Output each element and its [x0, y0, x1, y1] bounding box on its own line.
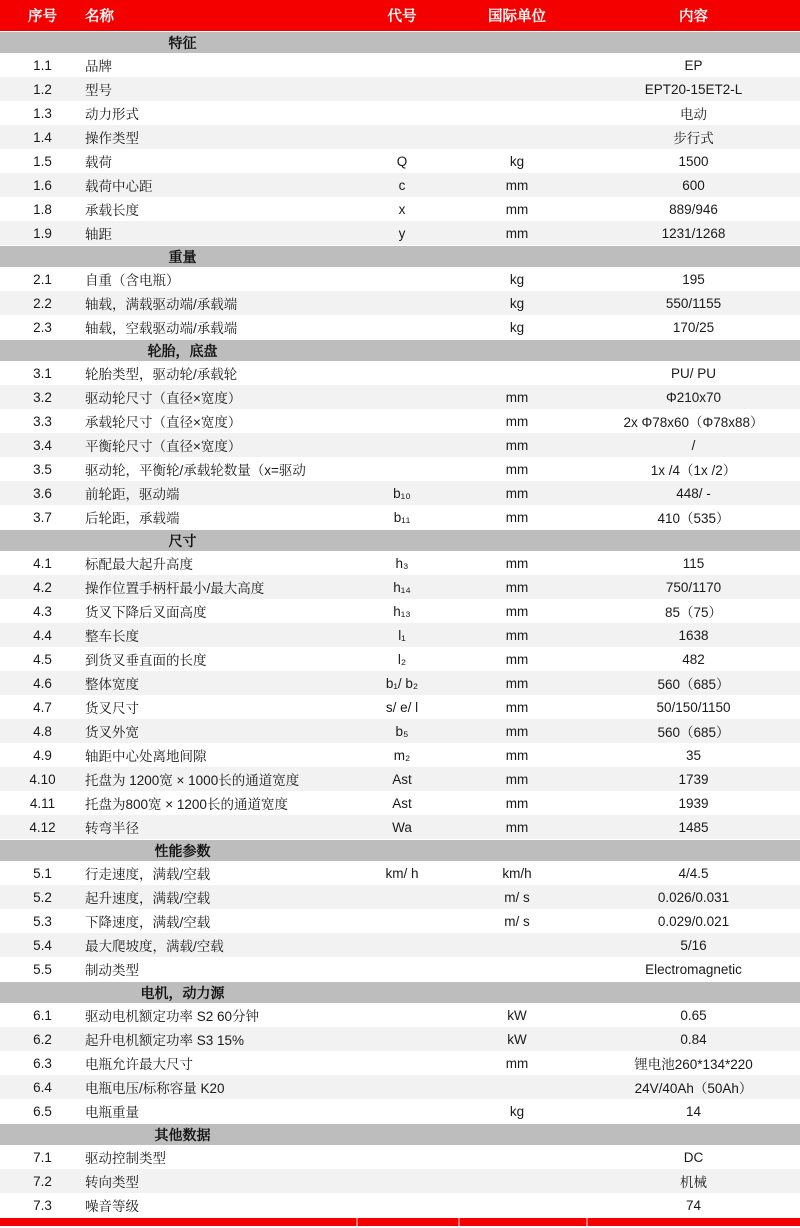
table-row: [0, 791, 800, 815]
row-index: 4.2: [33, 579, 52, 595]
row-index: 6.2: [33, 1031, 52, 1047]
table-row: [0, 433, 800, 457]
row-name: 后轮距，承载端: [85, 511, 180, 526]
row-value: 750/1170: [665, 579, 722, 595]
row-index: 3.5: [33, 461, 52, 477]
row-value: 170/25: [672, 319, 715, 335]
row-symbol: [357, 1193, 447, 1217]
row-symbol: b₁/ b₂: [385, 675, 419, 691]
row-index: 4.7: [33, 699, 52, 715]
row-value: 1500: [678, 153, 709, 169]
row-symbol: m₂: [393, 747, 411, 763]
row-value: 0.65: [680, 1007, 707, 1023]
row-name: 到货叉垂直面的长度: [85, 653, 207, 668]
section-header-row: [0, 31, 800, 53]
table-row: [0, 267, 800, 291]
row-name: 型号: [85, 83, 112, 98]
row-name: 整车长度: [85, 629, 139, 644]
table-row: [0, 77, 800, 101]
row-symbol: [357, 909, 447, 933]
row-name: 货叉外宽: [85, 725, 139, 740]
row-unit: kW: [507, 1031, 527, 1047]
row-index: 1.8: [33, 201, 52, 217]
table-row: [0, 551, 800, 575]
row-value: 85（75）: [664, 605, 723, 620]
row-name: 电瓶重量: [85, 1105, 139, 1120]
row-unit: mm: [505, 819, 529, 835]
row-index: 4.8: [33, 723, 52, 739]
row-name: 轴载，满载驱动端/承载端: [85, 297, 238, 312]
table-row: [0, 599, 800, 623]
row-value: 50/150/1150: [656, 699, 731, 715]
table-row: [0, 623, 800, 647]
row-symbol: [357, 101, 447, 125]
row-name: 驱动轮，平衡轮/承载轮数量（x=驱动: [85, 463, 306, 478]
table-row: [0, 385, 800, 409]
row-value: 560（685）: [657, 725, 730, 740]
row-value: DC: [683, 1149, 704, 1165]
row-symbol: [357, 885, 447, 909]
row-value: 锂电池260*134*220: [634, 1057, 753, 1072]
row-value: 机械: [680, 1175, 707, 1190]
row-symbol: [357, 1169, 447, 1193]
row-unit: mm: [505, 437, 529, 453]
row-symbol: x: [398, 201, 406, 217]
table-row: [0, 743, 800, 767]
row-symbol: y: [398, 225, 406, 241]
row-value: 410（535）: [657, 511, 730, 526]
row-index: 1.6: [33, 177, 52, 193]
row-name: 动力形式: [85, 107, 139, 122]
row-name: 托盘为800宽 × 1200长的通道宽度: [85, 797, 288, 812]
row-unit: [447, 957, 587, 981]
row-index: 5.3: [33, 913, 52, 929]
row-unit: [447, 1075, 587, 1099]
section-header-row: [0, 529, 800, 551]
row-value: 1638: [678, 627, 709, 643]
row-name: 承载轮尺寸（直径×宽度）: [85, 415, 242, 430]
row-unit: [447, 933, 587, 957]
table-body: [0, 31, 800, 1217]
table-row: [0, 671, 800, 695]
row-name: 载荷中心距: [85, 179, 153, 194]
row-unit: mm: [505, 675, 529, 691]
row-symbol: Q: [396, 153, 408, 169]
row-symbol: [357, 433, 447, 457]
row-value: Φ210x70: [665, 389, 722, 405]
row-name: 转向类型: [85, 1175, 139, 1190]
row-unit: kg: [509, 153, 525, 169]
table-row: [0, 1027, 800, 1051]
table-row: [0, 1193, 800, 1217]
table-row: [0, 767, 800, 791]
row-name: 前轮距，驱动端: [85, 487, 180, 502]
row-index: 4.9: [33, 747, 52, 763]
table-row: [0, 575, 800, 599]
row-symbol: [357, 267, 447, 291]
header-col-symbol: 代号: [387, 9, 417, 25]
row-name: 电瓶电压/标称容量 K20: [85, 1081, 225, 1096]
row-index: 6.5: [33, 1103, 52, 1119]
column-separator: [586, 1218, 588, 1226]
row-name: 驱动电机额定功率 S2 60分钟: [85, 1009, 260, 1024]
table-row: [0, 885, 800, 909]
row-name: 轴距: [85, 227, 112, 242]
row-symbol: [357, 1075, 447, 1099]
row-name: 转弯半径: [85, 821, 139, 836]
row-index: 4.3: [33, 603, 52, 619]
table-row: [0, 1003, 800, 1027]
table-row: [0, 221, 800, 245]
row-symbol: [357, 77, 447, 101]
row-symbol: Ast: [392, 795, 412, 811]
row-name: 轴距中心处离地间隙: [85, 749, 207, 764]
section-header-row: [0, 339, 800, 361]
row-index: 5.1: [33, 865, 52, 881]
row-index: 7.3: [33, 1197, 52, 1213]
table-row: [0, 315, 800, 339]
row-unit: [447, 1193, 587, 1217]
row-name: 驱动控制类型: [85, 1151, 166, 1166]
row-unit: mm: [505, 201, 529, 217]
row-value: Electromagnetic: [645, 961, 742, 977]
row-unit: [447, 1145, 587, 1169]
row-value: 14: [685, 1103, 702, 1119]
row-unit: mm: [505, 723, 529, 739]
row-value: 24V/40Ah（50Ah）: [634, 1081, 753, 1096]
section-title: 电机，动力源: [140, 984, 225, 1001]
row-name: 整体宽度: [85, 677, 139, 692]
bottom-red-bar: [0, 1217, 800, 1226]
row-index: 6.3: [33, 1055, 52, 1071]
row-name: 轮胎类型，驱动轮/承载轮: [85, 367, 238, 382]
header-col-index: 序号: [28, 9, 57, 25]
row-unit: mm: [505, 225, 529, 241]
row-symbol: b₁₁: [393, 509, 411, 525]
row-unit: [447, 101, 587, 125]
table-row: [0, 815, 800, 839]
table-row: [0, 647, 800, 671]
row-unit: mm: [505, 579, 529, 595]
row-symbol: km/ h: [385, 865, 419, 881]
section-header-row: [0, 1123, 800, 1145]
row-name: 货叉尺寸: [85, 701, 139, 716]
row-symbol: [357, 1003, 447, 1027]
row-unit: mm: [505, 1055, 529, 1071]
row-name: 制动类型: [85, 963, 139, 978]
table-row: [0, 1145, 800, 1169]
row-symbol: [357, 1145, 447, 1169]
row-symbol: [357, 1027, 447, 1051]
row-symbol: h₃: [395, 555, 409, 571]
row-unit: mm: [505, 555, 529, 571]
row-index: 4.5: [33, 651, 52, 667]
table-row: [0, 719, 800, 743]
row-name: 噪音等级: [85, 1199, 139, 1214]
table-row: [0, 933, 800, 957]
header-col-name: 名称: [85, 9, 114, 25]
row-symbol: [357, 1051, 447, 1075]
table-row: [0, 53, 800, 77]
row-unit: mm: [505, 485, 529, 501]
row-index: 3.7: [33, 509, 52, 525]
row-value: 482: [682, 651, 705, 667]
row-value: 115: [682, 555, 705, 571]
row-symbol: Ast: [392, 771, 412, 787]
row-symbol: [357, 457, 447, 481]
row-index: 5.4: [33, 937, 52, 953]
section-title: 性能参数: [154, 842, 211, 859]
row-symbol: [357, 315, 447, 339]
row-name: 操作位置手柄杆最小/最大高度: [85, 581, 265, 596]
row-symbol: l₂: [397, 651, 407, 667]
row-symbol: [357, 361, 447, 385]
table-row: [0, 861, 800, 885]
table-row: [0, 481, 800, 505]
row-index: 4.12: [29, 819, 56, 835]
row-unit: [447, 53, 587, 77]
row-symbol: l₁: [398, 627, 406, 643]
row-name: 轴载，空载驱动端/承载端: [85, 321, 238, 336]
row-name: 品牌: [85, 59, 112, 74]
row-value: 0.029/0.021: [657, 913, 730, 929]
row-value: 0.84: [680, 1031, 707, 1047]
row-symbol: s/ e/ l: [385, 699, 419, 715]
row-name: 自重（含电瓶）: [85, 273, 180, 288]
row-index: 2.3: [33, 319, 52, 335]
row-value: 1485: [678, 819, 709, 835]
table-row: [0, 957, 800, 981]
row-unit: km/h: [502, 865, 532, 881]
row-unit: mm: [505, 651, 529, 667]
row-index: 2.2: [33, 295, 52, 311]
row-value: 1231/1268: [661, 225, 726, 241]
header-col-unit: 国际单位: [488, 9, 546, 25]
row-unit: m/ s: [504, 889, 530, 905]
row-unit: [447, 77, 587, 101]
row-unit: kW: [507, 1007, 527, 1023]
row-value: 889/946: [669, 201, 718, 217]
row-unit: [447, 125, 587, 149]
column-separator: [356, 1218, 358, 1226]
row-index: 4.4: [33, 627, 52, 643]
row-index: 1.3: [33, 105, 52, 121]
row-index: 7.2: [33, 1173, 52, 1189]
row-unit: mm: [505, 461, 529, 477]
row-index: 6.4: [33, 1079, 52, 1095]
table-row: [0, 101, 800, 125]
row-value: 195: [682, 271, 705, 287]
row-index: 4.11: [29, 795, 56, 811]
row-index: 1.1: [33, 57, 52, 73]
section-title: 轮胎，底盘: [147, 342, 218, 359]
table-row: [0, 505, 800, 529]
row-unit: kg: [509, 1103, 525, 1119]
row-value: 74: [685, 1197, 702, 1213]
row-symbol: Wa: [392, 819, 412, 835]
row-symbol: b₅: [395, 723, 409, 739]
row-value: EPT20-15ET2-L: [644, 81, 743, 97]
row-name: 载荷: [85, 155, 112, 170]
row-index: 2.1: [33, 271, 52, 287]
row-index: 1.4: [33, 129, 52, 145]
row-symbol: b₁₀: [393, 485, 411, 501]
row-symbol: h₁₄: [393, 579, 411, 595]
section-header-row: [0, 839, 800, 861]
section-title: 特征: [168, 34, 197, 51]
row-symbol: [357, 933, 447, 957]
row-value: 1739: [678, 771, 709, 787]
table-row: [0, 1099, 800, 1123]
row-unit: mm: [505, 509, 529, 525]
row-index: 7.1: [33, 1149, 52, 1165]
row-name: 平衡轮尺寸（直径×宽度）: [85, 439, 242, 454]
row-index: 6.1: [33, 1007, 52, 1023]
row-index: 1.5: [33, 153, 52, 169]
row-name: 驱动轮尺寸（直径×宽度）: [85, 391, 242, 406]
table-row: [0, 695, 800, 719]
row-name: 承载长度: [85, 203, 139, 218]
row-unit: [447, 1169, 587, 1193]
row-index: 3.4: [33, 437, 52, 453]
row-unit: mm: [505, 389, 529, 405]
row-index: 1.9: [33, 225, 52, 241]
row-index: 5.2: [33, 889, 52, 905]
row-index: 5.5: [33, 961, 52, 977]
row-name: 下降速度，满载/空载: [85, 915, 211, 930]
section-title: 重量: [168, 248, 197, 265]
row-symbol: [357, 1099, 447, 1123]
header-col-value: 内容: [679, 9, 708, 25]
row-unit: m/ s: [504, 913, 530, 929]
row-unit: mm: [505, 795, 529, 811]
row-unit: mm: [505, 603, 529, 619]
row-value: 2x Φ78x60（Φ78x88）: [623, 415, 764, 430]
row-value: 560（685）: [657, 677, 730, 692]
section-header-row: [0, 981, 800, 1003]
row-name: 货叉下降后叉面高度: [85, 605, 207, 620]
row-name: 托盘为 1200宽 × 1000长的通道宽度: [85, 773, 300, 788]
row-symbol: [357, 957, 447, 981]
row-name: 起升速度，满载/空载: [85, 891, 211, 906]
row-index: 3.3: [33, 413, 52, 429]
table-row: [0, 291, 800, 315]
row-value: 600: [682, 177, 705, 193]
table-header-row: [0, 0, 800, 31]
row-index: 3.2: [33, 389, 52, 405]
row-unit: mm: [505, 747, 529, 763]
row-value: 448/ -: [676, 485, 711, 501]
table-row: [0, 361, 800, 385]
row-value: 35: [685, 747, 702, 763]
row-symbol: [357, 409, 447, 433]
row-value: 1939: [678, 795, 709, 811]
row-name: 起升电机额定功率 S3 15%: [85, 1033, 245, 1048]
row-unit: kg: [509, 295, 525, 311]
table-row: [0, 1169, 800, 1193]
row-unit: kg: [509, 271, 525, 287]
column-separator: [458, 1218, 460, 1226]
row-value: 电动: [680, 107, 707, 122]
row-unit: kg: [509, 319, 525, 335]
row-symbol: h₁₃: [393, 603, 411, 619]
row-symbol: [357, 385, 447, 409]
row-value: EP: [684, 57, 703, 73]
row-value: /: [691, 437, 696, 453]
row-symbol: c: [398, 177, 406, 193]
row-symbol: [357, 53, 447, 77]
row-symbol: [357, 291, 447, 315]
table-row: [0, 909, 800, 933]
table-row: [0, 197, 800, 221]
table-row: [0, 1075, 800, 1099]
section-header-row: [0, 245, 800, 267]
row-unit: mm: [505, 177, 529, 193]
row-value: 5/16: [680, 937, 707, 953]
table-row: [0, 1051, 800, 1075]
row-unit: mm: [505, 413, 529, 429]
table-row: [0, 409, 800, 433]
row-index: 1.2: [33, 81, 52, 97]
row-name: 最大爬坡度，满载/空载: [85, 939, 224, 954]
row-name: 标配最大起升高度: [85, 557, 193, 572]
section-title: 其他数据: [154, 1126, 211, 1143]
row-value: 4/4.5: [678, 865, 709, 881]
row-symbol: [357, 125, 447, 149]
section-title: 尺寸: [168, 532, 197, 549]
table-row: [0, 149, 800, 173]
row-index: 4.6: [33, 675, 52, 691]
table-row: [0, 457, 800, 481]
row-name: 电瓶允许最大尺寸: [85, 1057, 193, 1072]
row-name: 操作类型: [85, 131, 139, 146]
table-row: [0, 173, 800, 197]
row-value: PU/ PU: [670, 365, 716, 381]
row-index: 4.1: [33, 555, 52, 571]
row-index: 3.1: [33, 365, 52, 381]
row-unit: [447, 361, 587, 385]
row-unit: mm: [505, 771, 529, 787]
table-row: [0, 125, 800, 149]
row-index: 4.10: [29, 771, 56, 787]
row-value: 1x /4（1x /2）: [650, 463, 737, 478]
row-value: 550/1155: [665, 295, 722, 311]
row-value: 0.026/0.031: [657, 889, 730, 905]
row-index: 3.6: [33, 485, 52, 501]
row-unit: mm: [505, 699, 529, 715]
row-unit: mm: [505, 627, 529, 643]
row-value: 步行式: [673, 131, 714, 146]
row-name: 行走速度，满载/空载: [85, 867, 211, 882]
